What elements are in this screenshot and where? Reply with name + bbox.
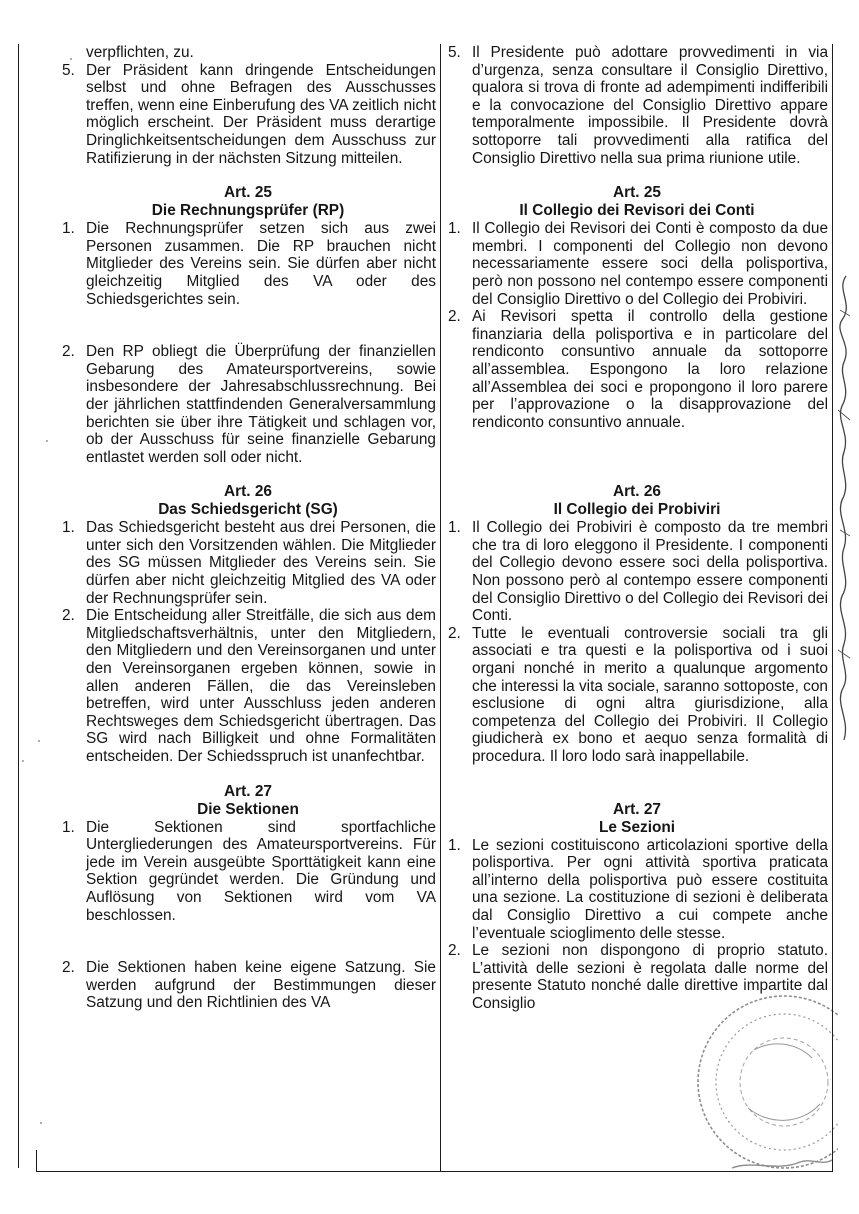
art27-item-1-it <box>446 837 828 943</box>
article-title: Die Sektionen <box>197 800 299 818</box>
article-26-heading-it <box>446 483 828 519</box>
frame-column-divider <box>440 44 441 1172</box>
item-text: Il Collegio dei Revisori dei Conti è composto da due membri. I componenti del Collegio non devono necessariamente essere soci della polisportiva, però non possono nel contempo essere componenti del Consiglio Direttivo o del Collegio dei Probiviri. <box>472 220 828 308</box>
article-label: Art. 25 <box>224 184 272 202</box>
item-text: Die Rechnungsprüfer setzen sich aus zwei Personen zusammen. Die RP brauchen nicht Mitglieder des Vereins sein. Sie dürfen aber nicht gleichzeitig Mitglied des VA oder des Schiedsgerichtes sein. <box>86 220 436 308</box>
article-label: Art. 25 <box>613 184 661 202</box>
art25-item-1-it <box>446 220 828 308</box>
item-text: Die Sektionen haben keine eigene Satzung. Sie werden aufgrund der Bestimmungen dieser Satzung und den Richtlinien des VA <box>86 959 436 1012</box>
item-text: Il Presidente può adottare provvedimenti in via d’urgenza, senza consultare il Consiglio Direttivo, qualora si trova di fronte ad adempimenti indifferibili e la convocazione del Consiglio Direttivo appare temporalmente impossibile. Il Presidente dovrà sottoporre tali provvedimenti alla ratifica del Consiglio Direttivo nella sua prima riunione utile. <box>472 44 828 167</box>
frame-left-bottom-stub <box>36 1150 37 1172</box>
german-column <box>60 44 436 1012</box>
art26-item-1-it <box>446 519 828 625</box>
scan-speck <box>40 1122 42 1124</box>
item-number: 2. <box>62 959 75 977</box>
item-number: 1. <box>448 836 461 854</box>
scan-speck <box>38 740 40 742</box>
article-title: Das Schiedsgericht (SG) <box>158 501 338 519</box>
item-number: 2. <box>62 607 75 625</box>
item-text: Ai Revisori spetta il controllo della gestione finanziaria della polisportiva e in particolare del rendiconto consuntivo annuale da sottoporre all’assemblea. Espongono la loro relazione all’Assemblea dei soci e propongono il loro parere per l’approvazione o la disapprovazione del rendiconto consuntivo annuale. <box>472 308 828 431</box>
article-label: Art. 26 <box>224 483 272 501</box>
item-text: Der Präsident kann dringende Entscheidungen selbst und ohne Befragen des Ausschusses treffen, wenn eine Einberufung des VA zeitlich nicht möglich erscheint. Der Präsident muss derartige Dringlichkeitsentscheidungen dem Ausschuss zur Ratifizierung in der nächsten Sitzung mitteilen. <box>86 61 436 167</box>
article-label: Art. 27 <box>613 800 661 818</box>
item-number: 2. <box>448 942 461 960</box>
article-title: Die Rechnungsprüfer (RP) <box>151 202 345 220</box>
article-27-heading-de <box>60 783 436 819</box>
item-number: 1. <box>62 519 75 537</box>
article-title: Le Sezioni <box>598 818 676 836</box>
item-number: 1. <box>62 818 75 836</box>
frame-left-margin-line <box>18 44 19 1168</box>
article-title: Il Collegio dei Probiviri <box>553 501 721 519</box>
article-title: Il Collegio dei Revisori dei Conti <box>519 202 755 220</box>
art25-item-2-it <box>446 308 828 431</box>
item-text: Den RP obliegt die Überprüfung der finanziellen Gebarung des Amateursportvereins, sowie insbesondere der Jahresabschlussrechnung. Bei der jährlichen stattfindenden Generalversammlung berichten sie über ihre Tätigkeit und schlagen vor, ob der Ausschuss für seine finanzielle Gebarung entlastet werden soll oder nicht. <box>86 343 436 466</box>
item-number: 2. <box>448 624 461 642</box>
item-number: 2. <box>448 308 461 326</box>
scan-speck <box>46 440 48 442</box>
item-text: Das Schiedsgericht besteht aus drei Personen, die unter sich den Vorsitzenden wählen. Die Mitglieder des SG müssen Mitglieder des Vereins sein. Sie dürfen aber nicht gleichzeitig Mitglied des VA oder der Rechnungsprüfer sein. <box>86 519 436 607</box>
article-label: Art. 27 <box>224 782 272 800</box>
art26-item-2-it <box>446 625 828 766</box>
item-number: 5. <box>448 44 461 61</box>
art25-item-2-de <box>60 343 436 466</box>
item-text: Le sezioni non dispongono di proprio statuto. L’attività delle sezioni è regolata dalle norme del presente Statuto nonché dalle direttive impartite dal Consiglio <box>472 942 828 1012</box>
art27-item-2-de <box>60 959 436 1012</box>
art26-item-2-de <box>60 607 436 765</box>
handwritten-margin-signature <box>832 270 856 750</box>
article-label: Art. 26 <box>613 483 661 501</box>
item-text: Die Entscheidung aller Streitfälle, die sich aus dem Mitgliedschaftsverhältnis, unter den Mitgliedern, den Mitgliedern und den Vereinsorganen und unter den Vereinsorganen ergeben können, sowie in allen anderen Fällen, die das Vereinsleben betreffen, wird unter Ausschluss jeden anderen Rechtsweges dem Schiedsgericht übertragen. Das SG wird nach Billigkeit und ohne Formalitäten entscheiden. Der Schiedsspruch ist unanfechtbar. <box>86 607 436 765</box>
german-intro-tail <box>60 44 436 62</box>
article-26-heading-de <box>60 483 436 519</box>
german-paragraph-5 <box>60 62 436 168</box>
item-text: Le sezioni costituiscono articolazioni sportive della polisportiva. Per ogni attività sportiva praticata all’interno della polisportiva può essere costituita una sezione. La costituzione di sezioni è deliberata dal Consiglio Direttivo a cui compete anche l’eventuale scioglimento delle stesse. <box>472 836 828 942</box>
scan-speck <box>22 760 24 762</box>
item-number: 1. <box>448 220 461 238</box>
art25-item-1-de <box>60 220 436 308</box>
article-27-heading-it <box>446 801 828 837</box>
item-text: Tutte le eventuali controversie sociali tra gli associati e tra questi e la polisportiva od i suoi organi nonché in merito a qualunque argomento che interessi la vita sociale, saranno sottoposte, con esclusione di ogni altra giurisdizione, alla competenza del Collegio dei Probiviri. Il Collegio giudicherà ex bono et aequo senza formalità di procedura. Il loro lodo sarà inappellabile. <box>472 624 828 765</box>
item-number: 5. <box>62 61 75 79</box>
item-text: Die Sektionen sind sportfachliche Untergliederungen des Amateursportvereins. Für jede im Verein ausgeübte Sporttätigkeit kann eine Sektion gegründet werden. Die Gründung und Auflösung von Sektionen wird vom VA beschlossen. <box>86 818 436 924</box>
italian-column <box>446 44 828 1013</box>
article-25-heading-de <box>60 184 436 220</box>
item-number: 1. <box>62 220 75 238</box>
item-number: 1. <box>448 519 461 537</box>
official-stamp-seal <box>692 932 838 1188</box>
article-25-heading-it <box>446 184 828 220</box>
art27-item-1-de <box>60 819 436 925</box>
item-number: 2. <box>62 343 75 361</box>
item-text: Il Collegio dei Probiviri è composto da tre membri che tra di loro eleggono il Presidente. I componenti del Collegio devono essere soci della polisportiva. Non possono però al contempo essere componenti del Consiglio Direttivo o del Collegio dei Revisori dei Conti. <box>472 519 828 625</box>
intro-tail-text: verpflichten, zu. <box>86 44 194 61</box>
italian-paragraph-5 <box>446 44 828 167</box>
art26-item-1-de <box>60 519 436 607</box>
